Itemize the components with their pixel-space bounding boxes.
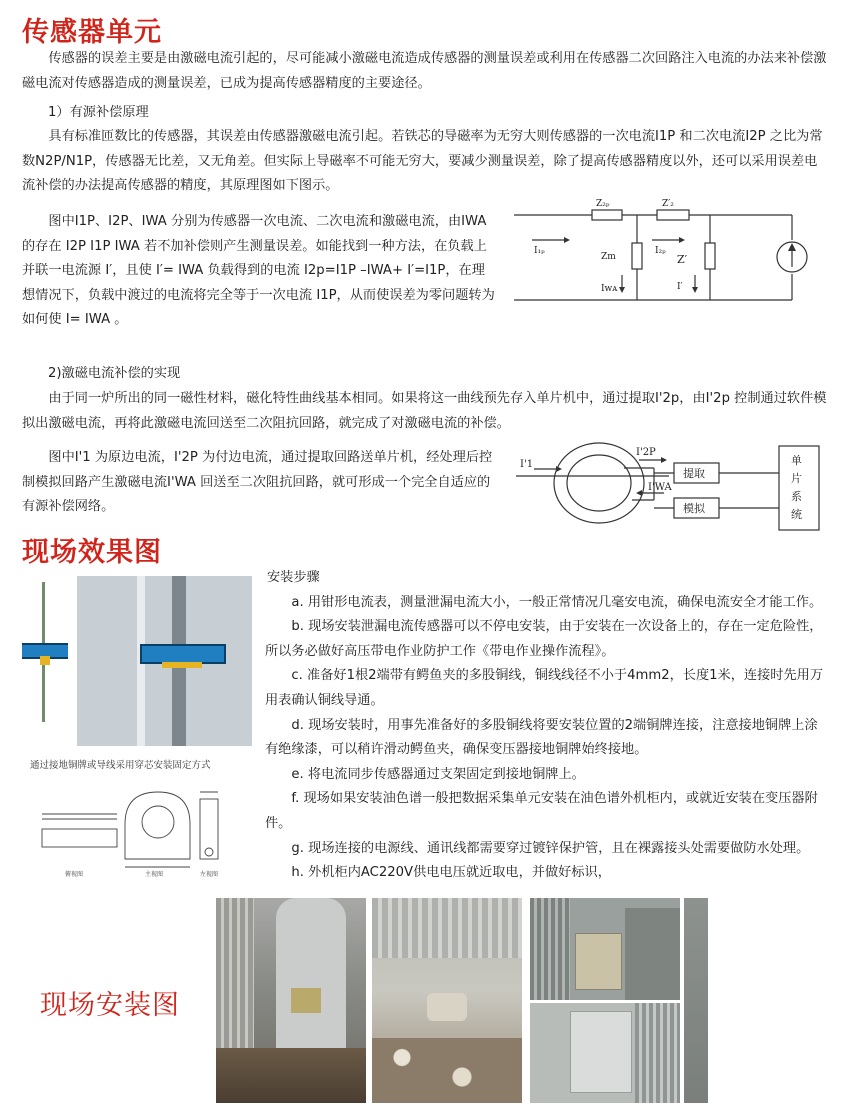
label-iwa-prime: I'WA (648, 482, 672, 493)
label-zm: Zm (601, 252, 616, 262)
implementation-paragraph: 由于同一炉所出的同一磁性材料，磁化特性曲线基本相同。如果将这一曲线预先存入单片机中，通过提取I'2p，由I'2p 控制通过软件模拟出激磁电流，再将此激磁电流回送至二次阻抗回路，就完成了对激磁电流的补偿。 (22, 391, 827, 431)
field-photo-sensor-closeup (372, 898, 522, 1103)
field-photo-radiator (684, 898, 708, 1103)
step-b: b. 现场安装泄漏电流传感器可以不停电安装，由于安装在一次设备上的，存在一定危险性，所以务必做好高压带电作业防护工作《带电作业操作流程》。 (265, 619, 823, 659)
label-z2: Z′₂ (662, 199, 674, 209)
step-g: g. 现场连接的电源线、通讯线都需要穿过镀锌保护管，且在裸露接头处需要做防水处理。 (291, 840, 810, 856)
label-z-prime: Z′ (677, 253, 688, 266)
subsection-title-active-compensation: 1）有源补偿原理 (48, 105, 149, 120)
label-i-prime: I′ (677, 282, 683, 292)
installation-steps (265, 566, 830, 886)
step-h: h. 外机柜内AC220V供电电压就近取电，并做好标识， (291, 865, 611, 881)
installation-caption: 通过接地铜牌或导线采用穿芯安装固定方式 (30, 760, 211, 771)
section-title-field-effect: 现场效果图 (22, 537, 162, 568)
section-title-sensor-unit: 传感器单元 (22, 17, 162, 48)
field-photo-data-unit (530, 1003, 680, 1103)
label-side-view: 左视图 (200, 871, 219, 878)
label-i2p: I₂ₚ (655, 246, 666, 256)
adaptive-network-paragraph: 图中I'1 为原边电流，I'2P 为付边电流，通过提取回路送单片机，经处理后控制模拟回路产生激磁电流I'WA 回送至二次阻抗回路，就可形成一个完全自适应的有源补偿网络。 (22, 450, 493, 515)
compensation-circuit-diagram (512, 195, 832, 310)
front-view-hole (142, 806, 174, 838)
step-f: f. 现场如果安装油色谱一般把数据采集单元安装在油色谱外机柜内，或就近安装在变压器附件。 (265, 791, 818, 831)
installation-illustration (22, 568, 252, 748)
zm-impedance (632, 243, 642, 269)
label-simulate: 模拟 (683, 502, 705, 515)
circuit-explanation-paragraph: 图中I1P、I2P、IWA 分别为传感器一次电流、二次电流和激磁电流，由IWA 的存在 I2P I1P IWA 若不加补偿则产生测量误差。如能找到一种方法，在负载上并联一电流源 I′，且使 I′= IWA 负载得到的电流 I2p=I1P –IWA+ I′=I1P，在理想情况下，负载中渡过的电流将完全等于一次电流 I1P，从而使误差为零问题转为如何使 I= IWA 。 (22, 214, 495, 328)
sensor-installed (140, 644, 226, 664)
label-bottom-view: 俯视图 (65, 871, 84, 878)
z-prime-impedance (705, 243, 715, 269)
label-i2p-prime: I'2P (636, 447, 656, 458)
label-i1p: I₁ₚ (534, 246, 545, 256)
section-title-installation-photos: 现场安装图 (40, 990, 180, 1021)
z2p-impedance (592, 210, 622, 220)
label-mcu: 单片系统 (791, 454, 802, 521)
core-ring-inner (567, 455, 631, 511)
side-view-outline (200, 799, 218, 859)
intro-paragraph: 传感器的误差主要是由激磁电流引起的，尽可能减小激磁电流造成传感器的测量误差或利用在传感器二次回路注入电流的办法来补偿激磁电流对传感器造成的测量误差，已成为提高传感器精度的主要途径。 (22, 51, 827, 91)
field-photo-transformer-base (216, 898, 366, 1103)
bottom-view-outline (42, 829, 117, 847)
field-photo-cabinet (530, 898, 680, 1000)
step-a: a. 用钳形电流表，测量泄漏电流大小，一般正常情况几毫安电流，确保电流安全才能工作。 (291, 594, 823, 610)
principle-paragraph: 具有标准匝数比的传感器，其误差由传感器激磁电流引起。若铁芯的导磁率为无穷大则传感器的一次电流I1P 和二次电流I2P 之比为常数N2P/N1P，传感器无比差，又无角差。但实际上导磁率不可能无穷大，要减少测量误差，除了提高传感器精度以外，还可以采用误差电流补偿的办法提高传感器的精度，其原理图如下图示。 (22, 129, 823, 194)
subsection-title-excitation-compensation: 2)激磁电流补偿的实现 (48, 366, 181, 381)
step-d: d. 现场安装时，用事先准备好的多股铜线将要安装位置的2端铜牌连接，注意接地铜牌上涂有绝缘漆，可以稍许滑动鳄鱼夹，确保变压器接地铜牌始终接地。 (265, 717, 818, 758)
step-e: e. 将电流同步传感器通过支架固定到接地铜牌上。 (291, 766, 585, 782)
label-z2p: Z₂ₚ (596, 199, 610, 209)
label-iwa: Iᴡᴀ (601, 284, 618, 294)
label-front-view: 主视图 (145, 871, 164, 878)
sensor-technical-drawing (30, 784, 245, 879)
label-i1: I'1 (520, 459, 534, 470)
mcu-compensation-diagram (514, 438, 832, 533)
steps-title: 安装步骤 (267, 570, 320, 585)
step-c: c. 准备好1根2端带有鳄鱼夹的多股铜线，铜线线径不小于4mm2，长度1米，连接时先用万用表确认铜线导通。 (265, 668, 824, 708)
front-view-outline (125, 792, 190, 859)
label-extract: 提取 (683, 467, 705, 480)
z2-impedance (657, 210, 689, 220)
